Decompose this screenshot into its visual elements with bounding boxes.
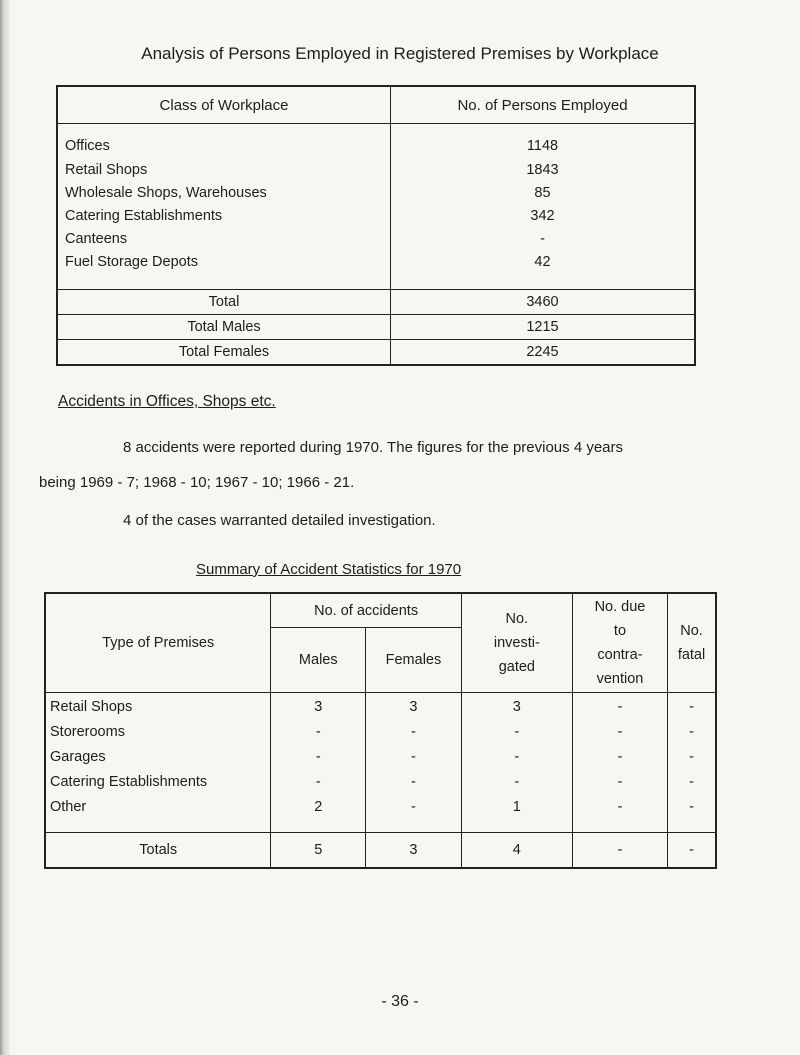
accident-table-header-row [45, 593, 716, 628]
employment-table-header-row [57, 86, 695, 124]
contravention-count: - [572, 794, 667, 833]
summary-heading: Summary of Accident Statistics for 1970 [196, 561, 462, 578]
accidents-paragraph-line-1: 8 accidents were reported during 1970. The figures for the previous 4 years [123, 439, 624, 456]
fatal-count: - [668, 744, 716, 769]
table-row [57, 181, 695, 204]
totals-contravention: - [572, 833, 667, 869]
totals-females: 3 [366, 833, 462, 869]
header-line: No. [680, 623, 703, 639]
persons-employed: 85 [391, 181, 696, 204]
females-count: - [366, 794, 462, 833]
totals-fatal: - [668, 833, 716, 869]
header-no-due-to-contravention [572, 593, 667, 693]
total-label: Total [57, 290, 391, 315]
investigated-count: - [461, 769, 572, 794]
investigated-count: - [461, 719, 572, 744]
table-row [45, 744, 716, 769]
table-row [57, 124, 695, 159]
workplace-class: Canteens [57, 227, 391, 250]
investigated-count: 3 [461, 693, 572, 720]
header-females: Females [366, 628, 462, 693]
total-males-row [57, 315, 695, 340]
header-line: No. [505, 611, 529, 627]
females-count: - [366, 719, 462, 744]
persons-employed: 1148 [391, 124, 696, 159]
premises-type: Catering Establishments [45, 769, 271, 794]
header-line: vention [596, 671, 644, 687]
header-line: fatal [677, 647, 706, 663]
page-number: - 36 - [381, 993, 419, 1010]
males-count: - [271, 744, 366, 769]
contravention-count: - [572, 744, 667, 769]
header-line: to [613, 623, 627, 639]
investigated-count: 1 [461, 794, 572, 833]
premises-type: Garages [45, 744, 271, 769]
header-persons-employed: No. of Persons Employed [391, 86, 696, 124]
total-row [57, 290, 695, 315]
males-count: 3 [271, 693, 366, 720]
total-females-value: 2245 [391, 340, 696, 366]
table-row [45, 693, 716, 720]
table-row [57, 250, 695, 290]
persons-employed: 342 [391, 204, 696, 227]
table-row [57, 158, 695, 181]
fatal-count: - [668, 693, 716, 720]
table-row [45, 719, 716, 744]
header-no-of-accidents: No. of accidents [271, 593, 461, 628]
total-value: 3460 [391, 290, 696, 315]
header-line: investi- [493, 635, 540, 651]
total-males-label: Total Males [57, 315, 391, 340]
persons-employed: 42 [391, 250, 696, 290]
males-count: - [271, 719, 366, 744]
fatal-count: - [668, 719, 716, 744]
table-row [45, 794, 716, 833]
total-females-label: Total Females [57, 340, 391, 366]
premises-type: Storerooms [45, 719, 271, 744]
females-count: 3 [366, 693, 462, 720]
premises-type: Other [45, 794, 271, 833]
document-title: Analysis of Persons Employed in Registered Premises by Workplace [141, 44, 659, 63]
investigated-count: - [461, 744, 572, 769]
fatal-count: - [668, 769, 716, 794]
total-females-row [57, 340, 695, 366]
header-no-investigated [461, 593, 572, 693]
header-line: No. due [594, 599, 646, 615]
totals-row [45, 833, 716, 869]
contravention-count: - [572, 719, 667, 744]
fatal-count: - [668, 794, 716, 833]
totals-males: 5 [271, 833, 366, 869]
females-count: - [366, 744, 462, 769]
table-row [57, 227, 695, 250]
header-type-of-premises: Type of Premises [45, 593, 271, 693]
premises-type: Retail Shops [45, 693, 271, 720]
contravention-count: - [572, 693, 667, 720]
header-line: gated [498, 659, 535, 675]
males-count: - [271, 769, 366, 794]
header-class-of-workplace: Class of Workplace [57, 86, 391, 124]
accident-statistics-table [44, 592, 717, 869]
total-males-value: 1215 [391, 315, 696, 340]
workplace-class: Wholesale Shops, Warehouses [57, 181, 391, 204]
header-males: Males [271, 628, 366, 693]
table-row [57, 204, 695, 227]
persons-employed: 1843 [391, 158, 696, 181]
binding-edge [0, 0, 10, 1055]
totals-investigated: 4 [461, 833, 572, 869]
header-no-fatal [668, 593, 716, 693]
females-count: - [366, 769, 462, 794]
employment-table [56, 85, 696, 366]
persons-employed: - [391, 227, 696, 250]
contravention-count: - [572, 769, 667, 794]
accidents-heading: Accidents in Offices, Shops etc. [58, 393, 276, 410]
totals-label: Totals [45, 833, 271, 869]
table-row [45, 769, 716, 794]
workplace-class: Fuel Storage Depots [57, 250, 391, 290]
header-line: contra- [597, 647, 643, 663]
workplace-class: Offices [57, 124, 391, 159]
accidents-paragraph-line-2: being 1969 - 7; 1968 - 10; 1967 - 10; 1966 - 21. [39, 474, 355, 491]
males-count: 2 [271, 794, 366, 833]
workplace-class: Retail Shops [57, 158, 391, 181]
investigation-paragraph: 4 of the cases warranted detailed investigation. [123, 512, 436, 529]
workplace-class: Catering Establishments [57, 204, 391, 227]
